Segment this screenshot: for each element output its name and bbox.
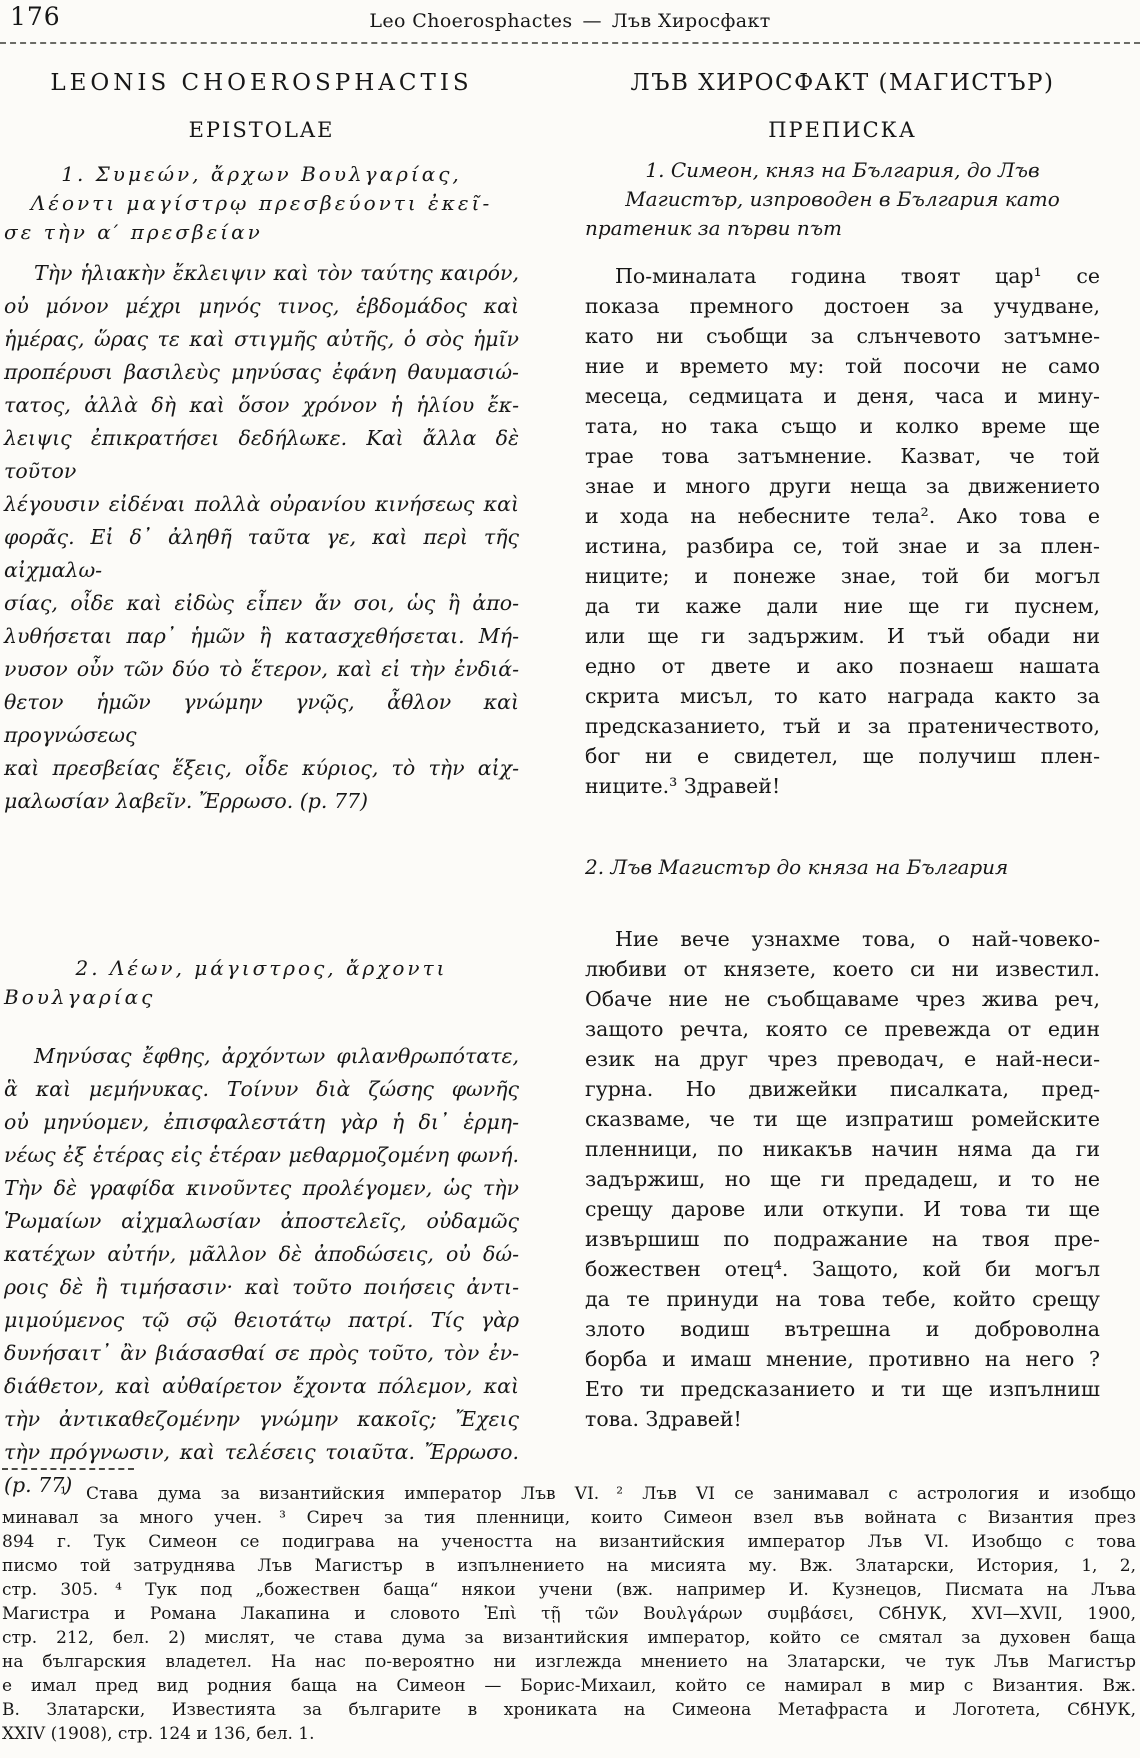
greek-letter-2-heading: 2. Λέων, μάγιστρος, ἄρχοντι Βουλγαρίας xyxy=(4,956,448,1009)
right-column-subtitle: ПРЕПИСКА xyxy=(768,118,917,142)
left-column-title: LEONIS CHOEROSPHACTIS xyxy=(50,70,473,96)
greek-letter-2-body: Μηνύσας ἔφθης, ἀρχόντων φιλανθρωπότατε, ἃ καὶ μεμήνυκας. Τοίνυν διὰ ζώσης φωνῆς οὐ μηνύομεν, ἐπισφαλεστάτη γὰρ ἡ δι᾽ ἑρμη- νέως ἐξ ἑτέρας εἰς ἑτέραν μεθαρμοζομένη φωνή. Τὴν δὲ γραφίδα κινοῦντες προλέγομεν, ὡς τὴν Ῥωμαίων αἰχμαλωσίαν ἀποστελεῖς, οὐδαμῶς κατέχων αὐτήν, μᾶλλον δὲ ἀποδώσεις, οὐ δώ- ροις δὲ ἢ τιμήσασιν· καὶ τοῦτο ποιήσεις ἀντι- μιμούμενος τῷ σῷ θειοτάτῳ πατρί. Τίς γὰρ δυνήσαιτ᾽ ἂν βιάσασθαί σε πρὸς τοῦτο, τὸν ἐν- διάθετον, καὶ αὐθαίρετον ἔχοντα πόλεμον, καὶ τὴν ἀντικαθεζομένην γνώμην κακοῖς; Ἔχεις τὴν πρόγνωσιν, καὶ τελέσεις τοιαῦτα. Ἔρρωσο. (p. 77) xyxy=(4,1044,519,1497)
bulgarian-letter-2-heading: 2. Лъв Магистър до княза на България xyxy=(585,855,1009,879)
running-header xyxy=(0,0,1140,38)
bulgarian-letter-2-body: Ние вече узнахме това, о най-човеко- любиви от князете, което си ни известил. Обаче ние не съобщаваме чрез жива реч, защото речта, която се превежда от един език на друг чрез преводач, е най-неси- гурна. Но движейки писалката, пред- сказваме, че ти ще изпратиш ромейските пленници, по никакъв начин няма да ги задържиш, но ще ги предадеш, и то не срещу дарове или откупи. И това ти ще извършиш по подражание на твоя пре- божествен отец⁴. Защото, кой би могъл да те принуди на това тебе, който срещу злото водиш вътрешна и доброволна борба и имаш мнение, противно на него ? Ето ти предсказанието и ти ще изпълниш това. Здравей! xyxy=(585,927,1100,1431)
running-title: Leo Choerosphactes — Лъв Хиросфакт xyxy=(369,10,771,32)
footnotes-text: ¹ Става дума за византийския император Лъв VI. ² Лъв VI се занимавал с астрология и изобщо минавал за много учен. ³ Сиреч за тия пленници, които Симеон взел във войната с Византия през 894 г. Тук Симеон се подиграва на учеността на византийския император Лъв VI. Изобщо с това писмо той затруднява Лъв Магистър в изпълнението на мисията му. Вж. Златарски, История, 1, 2, стр. 305. ⁴ Тук под „божествен баща“ някои учени (вж. например И. Кузнецов, Писмата на Лъва Магистра и Романа Лакапина и словото Ἐπὶ τῇ τῶν Βουλγάρων συμβάσει, СбНУК, XVI—XVII, 1900, стр. 212, бел. 2) мислят, че става дума за византийския император, който се смятал за духовен баща на българския владетел. На нас по-вероятно ни изглежда мнението на Златарски, че тук Лъв Магистър е имал пред вид родния баща на Симеон — Борис-Михаил, който се намирал в мир с Византия. Вж. В. Златарски, Известията за българите в хрониката на Симеона Метафраста и Логотета, СбНУК, XXIV (1908), стр. 124 и 136, бел. 1. xyxy=(2,1484,1136,1744)
left-column-subtitle: EPISTOLAE xyxy=(188,118,335,142)
greek-letter-1-body: Τὴν ἡλιακὴν ἔκλειψιν καὶ τὸν ταύτης καιρόν, οὐ μόνον μέχρι μηνός τινος, ἑβδομάδος καὶ ἡμέρας, ὥρας τε καὶ στιγμῆς αὐτῆς, ὁ σὸς ἡμῖν προπέρυσι βασιλεὺς μηνύσας ἐφάνη θαυμασιώ- τατος, ἀλλὰ δὴ καὶ ὅσον χρόνον ἡ ἡλίου ἔκ- λειψις ἐπικρατήσει δεδήλωκε. Καὶ ἄλλα δὲ τοῦτον λέγουσιν εἰδέναι πολλὰ οὐρανίου κινήσεως καὶ φορᾶς. Εἰ δ᾽ ἀληθῆ ταῦτα γε, καὶ περὶ τῆς αἰχμαλω- σίας, οἶδε καὶ εἰδὼς εἶπεν ἄν σοι, ὡς ἢ ἀπο- λυθήσεται παρ᾽ ἡμῶν ἢ κατασχεθήσεται. Μή- νυσον οὖν τῶν δύο τὸ ἕτερον, καὶ εἰ τὴν ἐνδιά- θετον ἡμῶν γνώμην γνῷς, ἆθλον καὶ προγνώσεως καὶ πρεσβείας ἕξεις, οἶδε κύριος, τὸ τὴν αἰχ- μαλωσίαν λαβεῖν. Ἔρρωσο. (p. 77) xyxy=(4,261,519,813)
bulgarian-letter-1-heading: 1. Симеон, княз на България, до Лъв Магистър, изпроводен в България като пратеник за първи път xyxy=(585,158,1060,240)
bulgarian-letter-1-body: По-миналата година твоят цар¹ се показа премного достоен за учудване, като ни съобщи за слънчевото затъмне- ние и времето му: той посочи не само месеца, седмицата и деня, часа и мину- тата, но така също и колко време ще трае това затъмнение. Казват, че той знае и много други неща за движението и хода на небесните тела². Ако това е истина, разбира се, той знае и за плен- ниците; и понеже знае, той би могъл да ти каже дали ние ще ги пуснем, или ще ги задържим. И тъй обади ни едно от двете и ако познаеш нашата скрита мисъл, то като награда както за предсказанието, тъй и за пратеничеството, бог ни е свидетел, ще получиш плен- ниците.³ Здравей! xyxy=(585,264,1100,798)
right-column-bulgarian xyxy=(585,70,1100,1434)
footnote-separator-rule xyxy=(2,1468,134,1470)
footnote-block xyxy=(2,1468,1136,1746)
header-rule xyxy=(0,42,1140,44)
two-column-text-block xyxy=(0,70,1140,1502)
right-column-title: ЛЪВ ХИРОСФАКТ (МАГИСТЪР) xyxy=(630,70,1055,96)
greek-letter-1-heading: 1. Συμεών, ἄρχων Βουλγαρίας, Λέοντι μαγίστρῳ πρεσβεύοντι ἐκεῖ- σε τὴν α′ πρεσβείαν xyxy=(4,162,493,244)
left-column-greek xyxy=(4,70,519,1502)
page-number: 176 xyxy=(10,2,61,31)
